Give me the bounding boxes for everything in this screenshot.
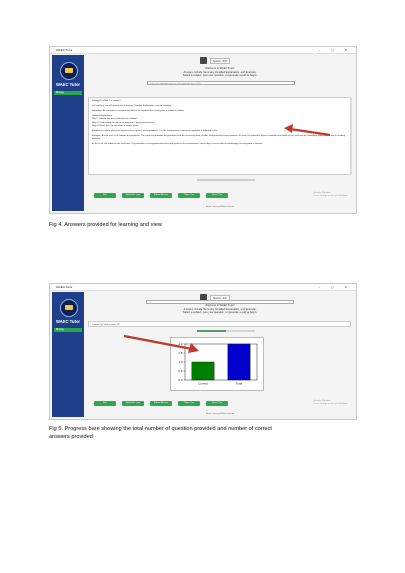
brand-title: WAEC Tutor <box>55 82 81 87</box>
answer-line: Summary: An ecosystem's environment where an organism lives and grows is called its habitat. <box>92 109 185 112</box>
answer-line: Step 1: Identify the basic definition of a habitat. <box>92 118 138 121</box>
quiz-result-line: Correct (1): View scores: 1/2 <box>88 321 351 327</box>
activate-windows-watermark <box>313 400 348 406</box>
brand-title: WAEC Tutor <box>55 319 81 324</box>
answer-line: Detailed Explanation: <box>92 114 113 117</box>
caption-fig5-line1: Fig 5. Progress bare showing the total number of question provided and number of correct <box>49 426 272 432</box>
subject-dropdown[interactable]: Biology <box>54 91 82 95</box>
answer-line: Example: A coral reef is the habitat of a parrotfish. The coral reef provides the parrotfish with the necessary food, shelter, and protection from predators. In short, the parrotfish helps to maintain the health of the coral reef by controlling algae growth with its feeding behavior. <box>92 134 346 141</box>
question-input[interactable]: Type your question here or click generate quiz (100)... <box>147 81 295 85</box>
answer-line: In Very Easy, we will provide the Summary, Detailed Explanation, and an example. <box>92 104 172 107</box>
save-chat-button[interactable]: Save Chat <box>206 193 228 198</box>
submit-answer-button[interactable]: Submit Answer <box>150 193 172 198</box>
y-tick-label: 1.5 <box>178 351 183 355</box>
window-titlebar <box>50 47 356 54</box>
watermark-line: Go to Settings to activate Windows. <box>313 195 348 197</box>
answer-scrollbar[interactable] <box>350 97 352 175</box>
welcome-line: Welcome to WAEC Tutor! <box>205 304 235 307</box>
welcome-line: Answers include Summary, Detailed Explanation, and Example. <box>183 70 257 74</box>
window-title: WAEC Tutor <box>56 285 73 289</box>
y-tick-label: 0.5 <box>178 369 183 373</box>
ask-button[interactable]: Ask <box>94 401 116 406</box>
answer-line: Step 2: Understand the role of an organism's living environment. <box>92 121 155 124</box>
window-titlebar <box>50 284 356 291</box>
answer-line: A habitat is a place where an organism lives, grows, and reproduces. It is the environment to which an organism is adapted to live. <box>92 129 218 132</box>
screenshot-progress <box>49 283 357 420</box>
watermark-line: Activate Windows <box>313 400 331 402</box>
sidebar <box>52 292 84 417</box>
caption-fig4: Fig 4. Answers provided for learning and view <box>49 222 162 228</box>
welcome-line: Select a subject, type your question, or generate a quiz to begin. <box>183 311 257 315</box>
graduate-logo-icon <box>60 62 78 80</box>
footer-text: Smart Learning Without Internet <box>205 206 235 208</box>
red-arrow-icon <box>282 123 332 139</box>
clear-chat-button[interactable]: Clear Chat <box>178 193 200 198</box>
welcome-text <box>86 304 354 315</box>
welcome-text <box>86 67 354 78</box>
subject-dropdown[interactable]: Biology <box>54 328 82 332</box>
x-tick-label: Correct <box>198 381 208 386</box>
red-arrow-icon <box>122 333 202 355</box>
welcome-line: Select a subject, type your question, or generate a quiz to begin. <box>183 74 257 78</box>
window-title: WAEC Tutor <box>56 48 73 52</box>
graduate-logo-icon <box>60 299 78 317</box>
caption-fig5-line2: answers provided <box>49 434 93 440</box>
window-controls[interactable]: – ▢ ✕ <box>318 48 352 52</box>
window-controls[interactable]: – ▢ ✕ <box>318 285 352 289</box>
answer-line: Biology(1): What is a habitat? <box>92 100 121 102</box>
screenshot-answers <box>49 46 357 214</box>
sidebar <box>52 55 84 211</box>
y-tick-label: 1.0 <box>178 360 183 364</box>
submit-answer-button[interactable]: Submit Answer <box>150 401 172 406</box>
generate-quiz-button[interactable]: Generate Quiz <box>122 401 144 406</box>
y-tick-label: 2.0 <box>178 342 183 346</box>
answer-line: In this case, the habitat is the coral reef. The parrotfish is an organism that lives and grows in this environment, and it plays a crucial role in maintaining the ecosystem's balance. <box>92 143 263 146</box>
generate-quiz-button[interactable]: Generate Quiz <box>122 193 144 198</box>
bar-total <box>228 344 250 380</box>
caption-fig5 <box>49 425 272 441</box>
activate-windows-watermark <box>313 192 348 198</box>
answer-line: Step 3: Break the concept down in simple terms. <box>92 124 139 127</box>
score-badge: Score: 1/2 <box>210 295 230 301</box>
y-tick-label: 0.0 <box>178 378 183 382</box>
save-chat-button[interactable]: Save Chat <box>206 401 228 406</box>
watermark-line: Activate Windows <box>313 192 331 194</box>
ask-button[interactable]: Ask <box>94 193 116 198</box>
score-badge: Score: 0/0 <box>210 58 230 64</box>
clear-chat-button[interactable]: Clear Chat <box>178 401 200 406</box>
quiz-progress-bar <box>197 330 255 332</box>
x-tick-label: Total <box>235 381 243 386</box>
question-input-hidden <box>146 300 294 304</box>
progress-bar <box>197 179 255 181</box>
bar-correct <box>192 362 214 380</box>
footer-text: Smart Learning Without Internet <box>205 413 235 415</box>
watermark-line: Go to Settings to activate Windows. <box>313 403 348 405</box>
welcome-line: Answers include Summary, Detailed Explanation, and Example. <box>183 307 257 311</box>
welcome-line: Welcome to WAEC Tutor! <box>205 67 235 70</box>
avatar-icon <box>200 57 207 64</box>
